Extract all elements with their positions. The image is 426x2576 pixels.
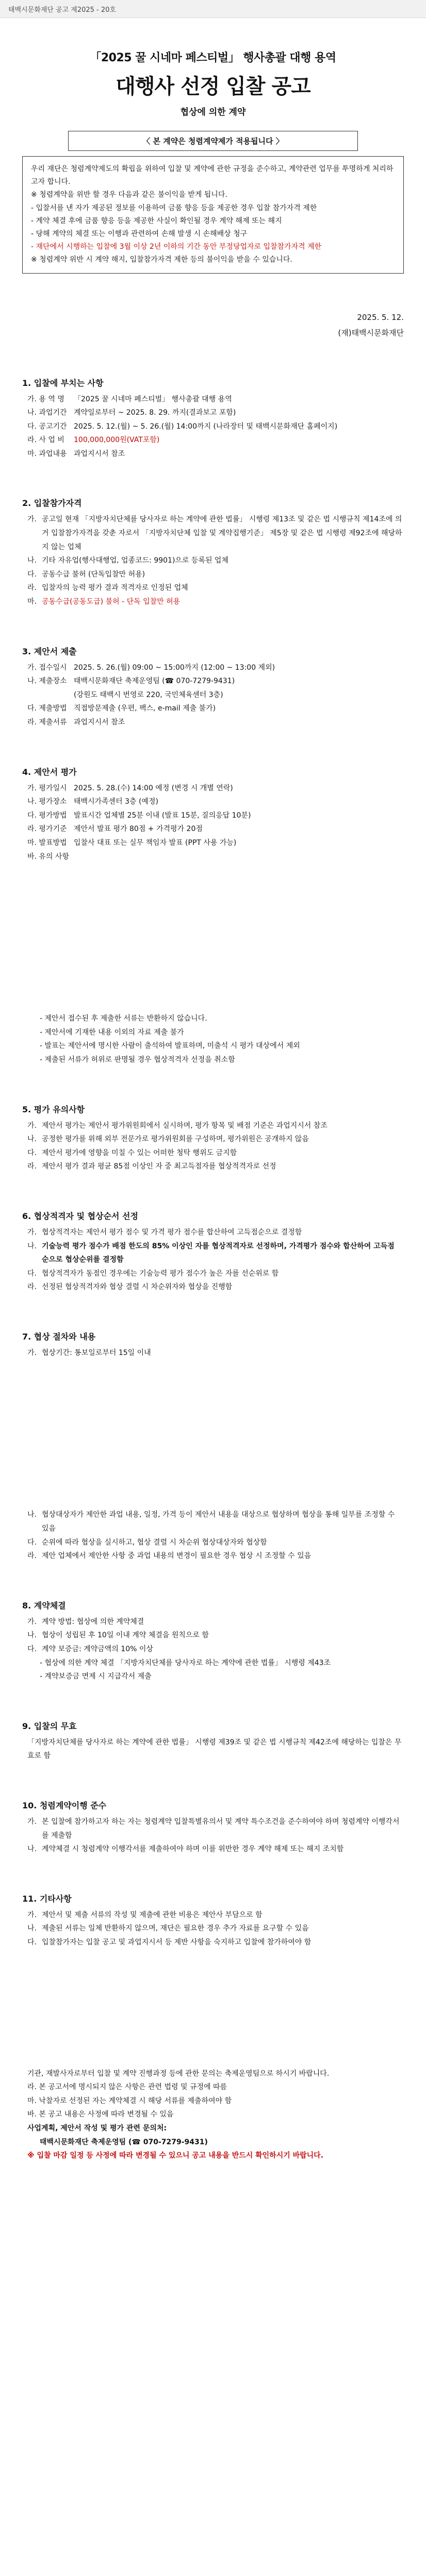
section-4 (22, 766, 404, 1067)
contact-label: 사업계획, 제안서 작성 및 평가 관련 문의처: (27, 2124, 167, 2132)
note-item: 바. 본 공고 내용은 사정에 따라 변경될 수 있음 (27, 2110, 174, 2119)
list-item: 나. 기술능력 평가 점수가 배점 한도의 85% 이상인 자를 협상적격자로 선정하며, 가격평가 점수와 합산하여 고득점 순으로 협상순위를 결정함 (27, 1242, 395, 1264)
list-item: 나. 제출장소 태백시문화재단 축제운영팀 (☎ 070-7279-9431) (27, 677, 235, 686)
issue-org: (재)태백시문화재단 (338, 328, 404, 337)
integrity-notice-box (22, 156, 404, 274)
section-6 (22, 1210, 404, 1294)
issue-block (22, 310, 404, 341)
blank-area (22, 863, 404, 1008)
section-heading: 9. 입찰의 무효 (22, 1721, 77, 1731)
list-item: 라. 입찰자의 능력 평가 결과 적격자로 인정된 업체 (27, 584, 188, 592)
list-item: 가. 접수일시 2025. 5. 26.(월) 09:00 ~ 15:00까지 (12:00 ~ 13:00 제외) (27, 663, 275, 672)
notice-text: 우리 재단은 청렴계약제도의 확립을 위하여 입찰 및 계약에 관한 규정을 준수하고, 계약관련 업무를 투명하게 처리하고자 합니다. (31, 165, 394, 187)
list-item: 「지방자치단체를 당사자로 하는 계약에 관한 법률」 시행령 제39조 및 같은 법 시행규칙 제42조에 해당하는 입찰은 무효로 함 (27, 1738, 402, 1760)
list-item: 가. 공고일 현재 「지방자치단체를 당사자로 하는 계약에 관한 법률」 시행령 제13조 및 같은 법 시행규칙 제14조에 의거 입찰참가자격을 갖춘 자로서 「지방자치단체 입찰 및 계약집행기준」 제5장 및 같은 법 시행령 제92조에 해당하지 않는 업체 (27, 515, 402, 551)
list-item: 가. 제안서 및 제출 서류의 작성 및 제출에 관한 비용은 제안사 부담으로 함 (27, 1910, 263, 1919)
list-item: 나. 평가장소 태백시가족센터 3층 (예정) (27, 798, 158, 806)
section-1 (22, 377, 404, 461)
section-heading: 5. 평가 유의사항 (22, 1104, 85, 1114)
list-item: 마. 발표방법 입찰사 대표 또는 실무 책임자 발표 (PPT 사용 가능) (27, 838, 237, 847)
section-7 (22, 1330, 404, 1563)
list-item: 가. 협상적격자는 제안서 평가 점수 및 가격 평가 점수를 합산하여 고득점순으로 결정함 (27, 1228, 302, 1236)
notice-bullet: - 계약 체결 후에 금품 향응 등을 제공한 사실이 확인될 경우 계약 해제 또는 해지 (31, 216, 282, 225)
list-item: 나. 계약체결 시 청렴계약 이행각서를 제출하여야 하며 이를 위반한 경우 계약 해제 또는 해지 조치함 (27, 1845, 344, 1854)
list-item: 나. 공정한 평가를 위해 외부 전문가로 평가위원회를 구성하며, 평가위원은 공개하지 않음 (27, 1135, 309, 1144)
list-item: 다. 계약 보증금: 계약금액의 10% 이상 (27, 1645, 153, 1654)
list-item: 다. 순위에 따라 협상을 실시하고, 협상 결렬 시 차순위 협상대상자와 협상함 (27, 1538, 267, 1547)
document-title: 대행사 선정 입찰 공고 (116, 75, 310, 98)
list-item: 나. 협상이 성립된 후 10일 이내 계약 체결을 원칙으로 함 (27, 1631, 209, 1640)
section-heading: 7. 협상 절차와 내용 (22, 1331, 96, 1342)
note-item: - 제출된 서류가 허위로 판명될 경우 협상적격자 선정을 취소함 (40, 1055, 235, 1064)
issue-date: 2025. 5. 12. (357, 312, 404, 322)
list-item: 다. 평가방법 발표시간 업체별 25분 이내 (발표 15분, 질의응답 10분) (27, 811, 251, 820)
section-heading: 1. 입찰에 부치는 사항 (22, 378, 104, 388)
list-item: 라. 제출서류 과업지시서 참조 (27, 718, 125, 726)
note-item: - 협상에 의한 계약 체결 「지방자치단체를 당사자로 하는 계약에 관한 법률」 시행령 제43조 (40, 1658, 331, 1667)
section-5 (22, 1103, 404, 1174)
list-item: 다. 제출방법 직접방문제출 (우편, 팩스, e-mail 제출 불가) (27, 704, 216, 713)
list-item: 가. 용 역 명 「2025 꿀 시네마 페스티벌」 행사총괄 대행 용역 (27, 395, 232, 403)
section-2 (22, 497, 404, 608)
contact-value: 태백시문화재단 축제운영팀 (☎ 070-7279-9431) (40, 2138, 208, 2146)
list-item: 마. 공동수급(공동도급) 불허 - 단독 입찰만 허용 (27, 598, 181, 606)
section-heading: 6. 협상적격자 및 협상순서 선정 (22, 1211, 138, 1221)
section-10 (22, 1799, 404, 1856)
note-item: - 제안서에 기재한 내용 이외의 자료 제출 불가 (40, 1028, 184, 1037)
contract-type: 협상에 의한 계약 (180, 107, 246, 117)
note-item: 마. 낙찰자로 선정된 자는 계약체결 시 해당 서류를 제출하여야 함 (27, 2096, 232, 2105)
document (22, 18, 404, 2163)
section-heading: 3. 제안서 제출 (22, 646, 77, 656)
blank-area (22, 1360, 404, 1504)
list-item: 나. 과업기간 계약일로부터 ~ 2025. 8. 29. 까지(결과보고 포함) (27, 409, 236, 417)
section-8 (22, 1599, 404, 1684)
list-item: 나. 제출된 서류는 일체 반환하지 않으며, 재단은 필요한 경우 추가 자료를 요구할 수 있음 (27, 1924, 309, 1933)
notice-bullet: ※ 청렴계약을 위반 할 경우 다음과 같은 불이익을 받게 됩니다. (31, 191, 227, 199)
section-heading: 11. 기타사항 (22, 1893, 72, 1904)
list-item: 가. 협상기간: 통보일로부터 15일 이내 (27, 1348, 151, 1357)
document-subtitle: 「2025 꿀 시네마 페스티벌」 행사총괄 대행 용역 (90, 52, 336, 64)
breadcrumb: 태백시문화재단 공고 제2025 - 20호 (8, 6, 116, 14)
note-item: 기관, 재발사자로부터 입찰 및 계약 진행과정 등에 관한 문의는 축제운영팀으로 하시기 바랍니다. (27, 2069, 330, 2078)
note-item: 라. 본 공고서에 명시되지 않은 사항은 관련 법령 및 규정에 따름 (27, 2083, 227, 2092)
list-item: 가. 본 입찰에 참가하고자 하는 자는 청렴계약 입찰특별유의서 및 계약 특수조건을 준수하여야 하며 청렴계약 이행각서를 제출함 (27, 1818, 400, 1840)
note-item: - 계약보증금 면제 시 지급각서 제출 (40, 1672, 152, 1681)
section-heading: 4. 제안서 평가 (22, 767, 77, 777)
note-item: - 제안서 접수된 후 제출한 서류는 반환하지 않습니다. (40, 1014, 207, 1023)
section-heading: 8. 계약체결 (22, 1600, 66, 1611)
notice-bullet: - 재단에서 시행하는 입찰에 3월 이상 2년 이하의 기간 동안 부정당업자로 입찰참가자격 제한 (31, 243, 322, 251)
list-item: (강원도 태백시 번영로 220, 국민체육센터 3층) (74, 690, 223, 699)
list-item: 다. 입찰참가자는 입찰 공고 및 과업지시서 등 제반 사항을 숙지하고 입찰에 참가하여야 함 (27, 1938, 312, 1946)
list-item: 가. 평가일시 2025. 5. 28.(수) 14:00 예정 (변경 시 개별 연락) (27, 784, 233, 792)
blank-area (22, 1950, 404, 2063)
list-item: 바. 유의 사항 (27, 852, 69, 861)
list-item: 라. 사 업 비 100,000,000원(VAT포함) (27, 436, 160, 445)
list-item: 라. 제안서 평가 결과 평균 85점 이상인 자 중 최고득점자를 협상적격자로 선정 (27, 1162, 276, 1171)
list-item: 다. 협상적격자가 동점인 경우에는 기술능력 평가 점수가 높은 자를 선순위로 함 (27, 1269, 279, 1278)
integrity-notice-banner: 〈 본 계약은 청렴계약제가 적용됩니다 〉 (68, 131, 358, 151)
list-item: 가. 제안서 평가는 제안서 평가위원회에서 실시하며, 평가 항목 및 배점 기준은 과업지시서 참조 (27, 1121, 327, 1130)
list-item: 나. 협상대상자가 제안한 과업 내용, 일정, 가격 등이 제안서 내용을 대상으로 협상하며 협상을 통해 일부를 조정할 수 있음 (27, 1511, 395, 1533)
list-item: 라. 제안 업체에서 제안한 사항 중 과업 내용의 변경이 필요한 경우 협상 시 조정할 수 있음 (27, 1552, 312, 1561)
note-item: - 발표는 제안서에 명시한 사람이 출석하여 발표하며, 미출석 시 평가 대상에서 제외 (40, 1042, 300, 1050)
list-item: 나. 기타 자유업(행사대행업, 업종코드: 9901)으로 등록된 업체 (27, 556, 228, 565)
section-3 (22, 645, 404, 730)
section-9 (22, 1720, 404, 1763)
list-item: 가. 계약 방법: 협상에 의한 계약체결 (27, 1617, 144, 1626)
section-11 (22, 1892, 404, 2163)
list-item: 라. 평가기준 제안서 발표 평가 80점 + 가격평가 20점 (27, 825, 203, 834)
list-item: 다. 공동수급 불허 (단독입찰만 허용) (27, 570, 145, 579)
breadcrumb-bar (0, 0, 426, 18)
notice-bullet: - 당해 계약의 체결 또는 이행과 관련하여 손해 발생 시 손해배상 청구 (31, 229, 248, 238)
notice-note: ※ 청렴계약 위반 시 계약 해지, 입찰참가자격 제한 등의 불이익을 받을 수 있습니다. (31, 256, 292, 264)
list-item: 마. 과업내용 과업지시서 참조 (27, 449, 125, 458)
notice-bullet: - 입찰서를 낸 자가 제공된 정보를 이용하여 금품 향응 등을 제공한 경우 입찰 참가자격 제한 (31, 204, 317, 212)
list-item: 라. 선정된 협상적격자와 협상 결렬 시 차순위자와 협상을 진행함 (27, 1283, 233, 1292)
list-item: 다. 공고기간 2025. 5. 12.(월) ~ 5. 26.(월) 14:00까지 (나라장터 및 태백시문화재단 홈페이지) (27, 422, 338, 431)
section-heading: 2. 입찰참가자격 (22, 498, 82, 509)
section-heading: 10. 청렴계약이행 준수 (22, 1801, 107, 1810)
warning-note: ※ 입찰 마감 일정 등 사정에 따라 변경될 수 있으니 공고 내용을 반드시 확인하시기 바랍니다. (27, 2151, 324, 2160)
list-item: 다. 제안서 평가에 영향을 미칠 수 있는 어떠한 청탁 행위도 금지함 (27, 1148, 237, 1157)
